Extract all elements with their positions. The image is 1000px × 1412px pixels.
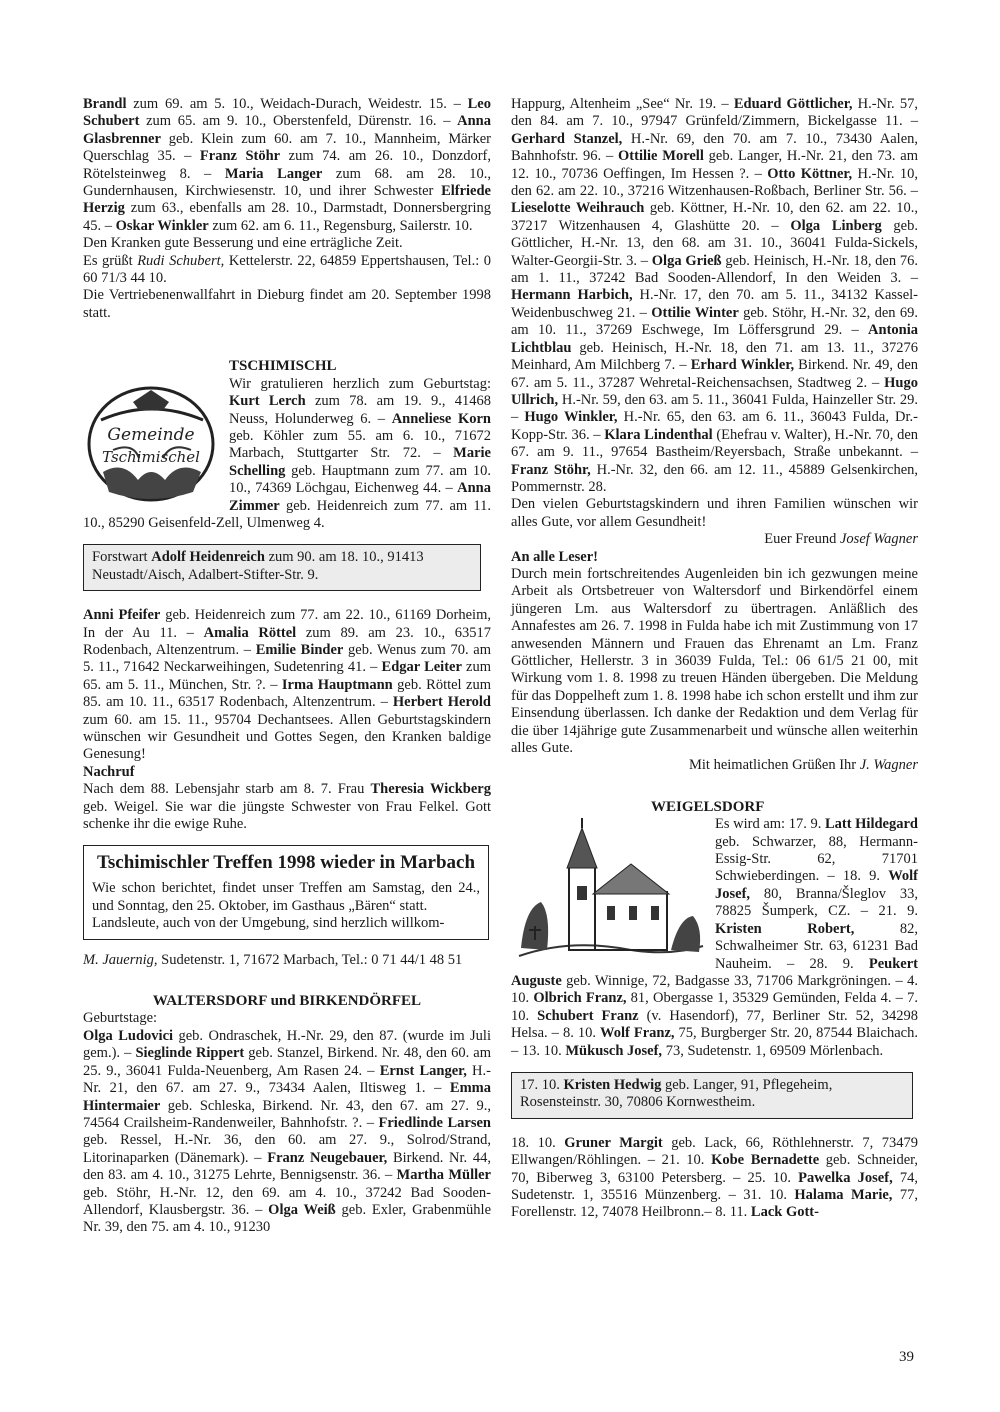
name-run: Ottilie Morell <box>618 148 704 165</box>
text-run: H.-Nr. 65, den 63. am 6. 11., 36043 Fulda, Dr.-Kopp-Str. 36. – <box>511 409 919 443</box>
right-column <box>511 96 918 1222</box>
text-run: geb. Stöhr, H.-Nr. 12, den 69. am 4. 10., 37242 Bad Sooden-Allendorf, Klausbergstr. 36. – <box>83 1184 491 1218</box>
name-run: Leo Schubert <box>83 96 491 130</box>
tschimischl-section <box>83 358 491 532</box>
waltersdorf-subheading: Geburtstage: <box>83 1010 158 1027</box>
name-run: Wolf Franz, <box>600 1025 675 1042</box>
name-run: Otto Köttner, <box>767 165 853 182</box>
name-run: Olga Grieß <box>651 252 722 269</box>
italic-run: Rudi Schubert, <box>137 252 225 269</box>
italic-run: Josef Wagner <box>840 531 918 548</box>
left-column <box>83 96 491 1237</box>
gemeinde-seal-emblem <box>83 380 221 510</box>
name-run: Adolf Heidenreich <box>151 549 265 566</box>
text-run: zum 68. am 28. 10., Gundernhausen, Kirchwiesenstr. 10, und ihrer Schwester <box>83 165 491 200</box>
name-run: Theresia Wickberg <box>370 781 491 798</box>
name-run: Schubert Franz <box>537 1007 639 1024</box>
heidenreich-box <box>83 544 481 591</box>
name-run: Anna Glasbrenner <box>83 113 491 147</box>
name-run: Lack Gott- <box>750 1204 819 1221</box>
jauernig-contact <box>83 952 491 969</box>
text-run: 80, Branna/Šleglov 33, 78825 Šumperk, CZ. – 21. 9. <box>715 885 918 920</box>
weigelsdorf-birthdays-2 <box>511 1135 918 1222</box>
text-run: geb. Weigel. Sie war die jüngste Schwester von Frau Felkel. Gott schenke ihr die ewige Ruhe. <box>83 798 491 833</box>
text-run: H.-Nr. 10, den 62. am 22. 10., 37216 Witzenhausen-Roßbach, Berliner Str. 56. – <box>511 165 918 200</box>
name-run: Erhard Winkler, <box>690 357 795 374</box>
text-run: zum 65. am 9. 10., Oberstenfeld, Dürenstr. 16. – <box>139 113 458 130</box>
text-run: Happurg, Altenheim „See“ Nr. 19. – <box>511 96 734 112</box>
name-run: Kristen Robert, <box>715 920 855 937</box>
weigelsdorf-heading: WEIGELSDORF <box>651 798 765 815</box>
name-run: Klara Lindenthal <box>604 426 713 443</box>
kristen-hedwig-text <box>520 1077 904 1112</box>
text-run: geb. Schwarzer, 88, Hermann-Essig-Str. 62, 71701 Schwieberdingen. – 18. 9. <box>715 833 918 885</box>
text-run: geb. Exler, Grabenmühle Nr. 39, den 75. am 4. 10., 91230 <box>83 1201 492 1236</box>
text-run: zum 69. am 5. 10., Weidach-Durach, Weidestr. 15. – <box>126 96 468 112</box>
treffen-text-1: Wie schon berichtet, findet unser Treffen am Samstag, den 24., und Sonntag, den 25. Oktober, im Gasthaus „Bären“ statt. <box>92 880 480 914</box>
text-run: geb. Heinisch, H.-Nr. 18, den 71. am 13. 11., 37276 Meinhard, Am Milchberg 7. – <box>511 339 918 374</box>
name-run: Elfriede Herzig <box>83 183 491 217</box>
italic-run: J. Wagner <box>859 757 918 774</box>
name-run: Kobe Bernadette <box>711 1152 820 1169</box>
text-run: zum 90. am 18. 10., 91413 Neustadt/Aisch, Adalbert-Stifter-Str. 9. <box>92 549 424 583</box>
text-run: geb. Wenus zum 70. am 5. 11., 71642 Neckarweihingen, Sudetenring 41. – <box>83 641 491 676</box>
name-run: Emma Hintermaier <box>83 1080 491 1114</box>
weigelsdorf-section <box>511 799 918 1060</box>
text-run: Euer Freund <box>764 531 840 548</box>
name-run: Kurt Lerch <box>229 393 306 410</box>
name-run: Oskar Winkler <box>115 217 209 234</box>
text-run: H.-Nr. 21, den 67. am 27. 9., 73434 Aalen, Iltisweg 1. – <box>83 1062 491 1097</box>
get-well-note: Den Kranken gute Besserung und eine erträgliche Zeit. <box>83 235 403 252</box>
text-run: (v. Hasendorf), 77, Berliner Str. 52, 34298 Helsa. – 8. 10. <box>511 1007 919 1042</box>
text-run: geb. Stöhr, H.-Nr. 32, den 69. am 10. 11., 37269 Eschwege, Im Löffersgrund 29. – <box>511 304 918 339</box>
name-run: Peukert Auguste <box>511 955 918 989</box>
text-run: geb. Heidenreich zum 77. am 11. 10., 85290 Geisenfeld-Zell, Ulmenweg 4. <box>83 497 491 531</box>
name-run: Anni Pfeifer <box>83 607 161 624</box>
name-run: Herbert Herold <box>392 694 491 711</box>
name-run: Franz Stöhr <box>199 148 281 165</box>
text-run: geb. Köhler zum 55. am 6. 10., 71672 Marbach, Stuttgarter Str. 72. – <box>229 427 491 462</box>
name-run: Franz Neugebauer, <box>267 1149 388 1166</box>
text-run: 18. 10. <box>511 1134 565 1151</box>
text-run: 82, Schwalheimer Str. 63, 61231 Bad Nauheim. – 28. 9. <box>715 920 919 972</box>
text-run: H.-Nr. 57, den 84. am 7. 10., 97947 Grünfeld/Zimmern, Bickelgasse 11. – <box>511 96 918 130</box>
name-run: Amalia Röttel <box>203 624 297 641</box>
text-run: Wir gratulieren herzlich zum Geburtstag: <box>229 375 491 392</box>
text-run: geb. Ondraschek, H.-Nr. 29, den 87. (wurde im Juli gem.). – <box>83 1027 491 1062</box>
name-run: Halama Marie, <box>794 1186 893 1203</box>
treffen-box <box>83 845 489 939</box>
name-run: Martha Müller <box>396 1167 491 1184</box>
text-run: 81, Obergasse 1, 35329 Gemünden, Felda 4. – 7. 10. <box>511 990 918 1024</box>
seal-text-tschimischel: Tschimischel <box>102 448 200 467</box>
leser-text: Durch mein fortschreitendes Augenleiden bin ich gezwungen meine Arbeit als Ortsbetreuer von Waltersdorf und Birkendörfel einem jüngeren Lm. aus Waltersdorf zu übertragen. Anläßlich des Annafestes am 26. 7. 1998 in Fulda habe ich mit Zustimmung von 17 anwesenden Männern und Frauen das Ehrenamt an Lm. Franz Göttlicher, Hellerstr. 3 in 36039 Fulda, Tel.: 06 61/5 21 00, mit Wirkung vom 1. 8. 1998 zu treuen Händen übergeben. Die Meldung für das Doppelheft zum 1. 8. 1998 habe ich schon erstellt und ihm zur Einsendung überlassen. Ich danke der Redaktion und dem Verlag für die über 14jährige gute Zusammenarbeit und wünsche allen weiterhin alles Gute. <box>511 565 918 757</box>
text-run: geb. Heidenreich zum 77. am 22. 10., 61169 Dorheim, In der Au 11. – <box>83 607 491 641</box>
text-run: geb. Röttel zum 85. am 10. 11., 63517 Rodenbach, Altenzentrum. – <box>83 676 491 711</box>
italic-run: M. Jauernig, <box>83 951 158 968</box>
text-run: Birkend. Nr. 49, den 67. am 5. 11., 37287 Wehretal-Reichensachsen, Stadtweg 2. – <box>511 357 919 391</box>
text-run: H.-Nr. 17, den 70. am 5. 11., 34132 Kassel-Weidenbuschweg 21. – <box>511 287 918 321</box>
text-run: Mit heimatlichen Grüßen Ihr <box>689 757 860 774</box>
text-run: 75, Burgberger Str. 20, 87544 Blaichach. – 13. 10. <box>511 1025 918 1059</box>
name-run: Mükusch Josef, <box>565 1042 663 1059</box>
birthday-list-tschimischl-2 <box>83 607 491 764</box>
text-run: zum 78. am 19. 9., 41468 Neuss, Holunderweg 6. – <box>229 393 491 427</box>
name-run: Eduard Göttlicher, <box>733 96 853 112</box>
text-run: 17. 10. <box>520 1076 564 1093</box>
pilgrimage-note: Die Vertriebenenwallfahrt in Dieburg findet am 20. September 1998 statt. <box>83 287 491 321</box>
name-run: Wolf Josef, <box>715 868 918 902</box>
signature-josef-wagner <box>511 531 918 548</box>
text-run: 77, Forellenstr. 12, 74078 Heilbronn.– 8. 11. <box>511 1186 919 1221</box>
text-run: Es wird am: 17. 9. <box>715 816 825 833</box>
name-run: Anna Zimmer <box>229 480 491 514</box>
name-run: Brandl <box>83 96 127 112</box>
name-run: Latt Hildegard <box>824 816 918 833</box>
name-run: Marie Schelling <box>229 445 491 479</box>
text-run: H.-Nr. 69, den 70. am 7. 10., 73430 Aalen, Bahnhofstr. 96. – <box>511 130 918 165</box>
text-run: zum 65. am 5. 11., München, Str. ?. – <box>83 659 491 693</box>
name-run: Gerhard Stanzel, <box>511 130 623 147</box>
tschimischl-heading: TSCHIMISCHL <box>229 358 337 375</box>
nachruf-text <box>83 781 491 833</box>
leser-heading: An alle Leser! <box>511 548 598 565</box>
text-run: zum 74. am 26. 10., Donzdorf, Rötelsteinweg 8. – <box>83 148 492 182</box>
name-run: Olga Weiß <box>268 1201 336 1218</box>
text-run: geb. Schneider, 70, Biberweg 3, 63100 Petersberg. – 25. 10. <box>511 1152 918 1186</box>
name-run: Kristen Hedwig <box>563 1076 662 1093</box>
text-run: zum 62. am 6. 11., Regensburg, Sailerstr. 10. <box>208 217 473 234</box>
name-run: Hermann Harbich, <box>511 287 633 304</box>
text-run: zum 89. am 23. 10., 63517 Rodenbach, Altenzentrum. – <box>83 624 492 658</box>
text-run: Nach dem 88. Lebensjahr starb am 8. 7. Frau <box>83 781 371 798</box>
text-run: H.-Nr. 59, den 63. am 5. 11., 36041 Fulda, Hainzeller Str. 29. – <box>511 391 918 426</box>
waltersdorf-birthdays-continued <box>511 96 918 496</box>
name-run: Irma Hauptmann <box>281 676 393 693</box>
name-run: Olga Ludovici <box>83 1027 174 1044</box>
name-run: Maria Langer <box>224 165 323 182</box>
page-number: 39 <box>899 1349 914 1365</box>
name-run: Friedlinde Larsen <box>378 1114 491 1131</box>
birthday-list-continued <box>83 96 491 235</box>
greeting-signature <box>83 253 491 288</box>
seal-text-gemeinde: Gemeinde <box>107 425 195 446</box>
name-run: Gruner Margit <box>564 1134 663 1151</box>
name-run: Ottilie Winter <box>651 304 739 321</box>
waltersdorf-birthdays <box>83 1028 491 1237</box>
text-run: zum 60. am 15. 11., 95704 Dechantsees. Allen Geburtstagskindern wünschen wir Gesundheit und Gottes Segen, den Kranken baldige Genesung! <box>83 711 491 763</box>
name-run: Anneliese Korn <box>391 410 491 427</box>
name-run: Emilie Binder <box>255 641 344 658</box>
text-run: geb. Ressel, H.-Nr. 36, den 60. am 27. 9., Solrod/Strand, Litorinaparken (Dänemark). – <box>83 1132 491 1166</box>
signature-j-wagner <box>511 757 918 774</box>
nachruf-heading: Nachruf <box>83 763 135 780</box>
name-run: Pawelka Josef, <box>798 1169 893 1186</box>
name-run: Lieselotte Weihrauch <box>511 200 645 217</box>
name-run: Sieglinde Rippert <box>135 1045 245 1062</box>
treffen-text-2: Landsleute, auch von der Umgebung, sind herzlich willkom- <box>92 915 445 932</box>
name-run: Antonia Lichtblau <box>511 322 918 356</box>
name-run: Franz Stöhr, <box>511 461 591 478</box>
text-run: H.-Nr. 32, den 66. am 12. 11., 45889 Gelsenkirchen, Pommernstr. 28. <box>511 461 919 495</box>
name-run: Olga Linberg <box>790 217 882 234</box>
text-run: geb. Langer, H.-Nr. 21, den 73. am 12. 10., 70736 Oeffingen, Im Hessen ?. – <box>511 148 919 182</box>
treffen-title: Tschimischler Treffen 1998 wieder in Marbach <box>96 852 476 874</box>
text-run: (Ehefrau v. Walter), H.-Nr. 70, den 67. am 9. 11., 97654 Bastheim/Reyersbach, Straße unbekannt. – <box>511 426 919 461</box>
text-run: Forstwart <box>92 549 152 566</box>
text-run: geb. Klein zum 60. am 7. 10., Mannheim, Märker Querschlag 35. – <box>83 130 491 165</box>
text-run: Kettelerstr. 22, 64859 Eppertshausen, Tel.: 0 60 71/3 44 10. <box>83 252 492 287</box>
text-run: Sudetenstr. 1, 71672 Marbach, Tel.: 0 71 44/1 48 51 <box>157 951 463 968</box>
text-run: geb. Hauptmann zum 77. am 10. 10., 74369 Löchgau, Eichenweg 44. – <box>229 462 491 497</box>
name-run: Ernst Langer, <box>379 1062 467 1079</box>
text-run: geb. Göttlicher, H.-Nr. 13, den 68. am 31. 10., 36041 Fulda-Sickels, Walter-Georgii-Str. 3. – <box>511 217 918 269</box>
text-run: geb. Köttner, H.-Nr. 10, den 62. am 22. 10., 37217 Witzenhausen 4, Glashütte 20. – <box>511 200 918 234</box>
text-run: geb. Winnige, 72, Badgasse 33, 71706 Markgröningen. – 4. 10. <box>511 972 918 1007</box>
text-run: geb. Stanzel, Birkend. Nr. 48, den 60. am 25. 9., 36041 Fulda-Neuenberg, Am Rasen 24. – <box>83 1045 491 1079</box>
text-run: 74, Sudetenstr. 1, 35516 Münzenberg. – 31. 10. <box>511 1169 919 1203</box>
text-run: 73, Sudetenstr. 1, 69509 Mörlenbach. <box>662 1042 884 1059</box>
text-run: Birkend. Nr. 44, den 83. am 4. 10., 31275 Lehrte, Bennigsenstr. 36. – <box>83 1149 492 1184</box>
text-run: Es grüßt <box>83 252 138 269</box>
text-run: zum 63., ebenfalls am 28. 10., Darmstadt, Donnersbergring 45. – <box>83 200 491 234</box>
church-illustration <box>511 818 707 968</box>
best-wishes: Den vielen Geburtstagskindern und ihren Familien wünschen wir alles Gute, vor allem Gesundheit! <box>511 496 918 530</box>
text-run: geb. Schleska, Birkend. Nr. 43, den 67. am 27. 9., 74564 Crailsheim-Randenweiler, Bahnhofstr. ?. – <box>83 1097 491 1131</box>
text-run: geb. Lack, 66, Röthlehnerstr. 7, 73479 Ellwangen/Röhlingen. – 21. 10. <box>511 1134 918 1169</box>
name-run: Edgar Leiter <box>381 659 462 676</box>
waltersdorf-heading: WALTERSDORF und BIRKENDÖRFEL <box>152 993 422 1010</box>
name-run: Hugo Winkler, <box>524 409 618 426</box>
name-run: Olbrich Franz, <box>533 990 627 1007</box>
name-run: Hugo Ullrich, <box>511 374 918 408</box>
heidenreich-text <box>92 549 472 584</box>
text-run: geb. Langer, 91, Pflegeheim, Rosensteinstr. 30, 70806 Kornwestheim. <box>520 1076 833 1111</box>
text-run: geb. Heinisch, H.-Nr. 18, den 76. am 1. 11., 37242 Bad Sooden-Allendorf, In den Weiden 3. – <box>511 252 918 287</box>
kristen-hedwig-box <box>511 1072 913 1119</box>
